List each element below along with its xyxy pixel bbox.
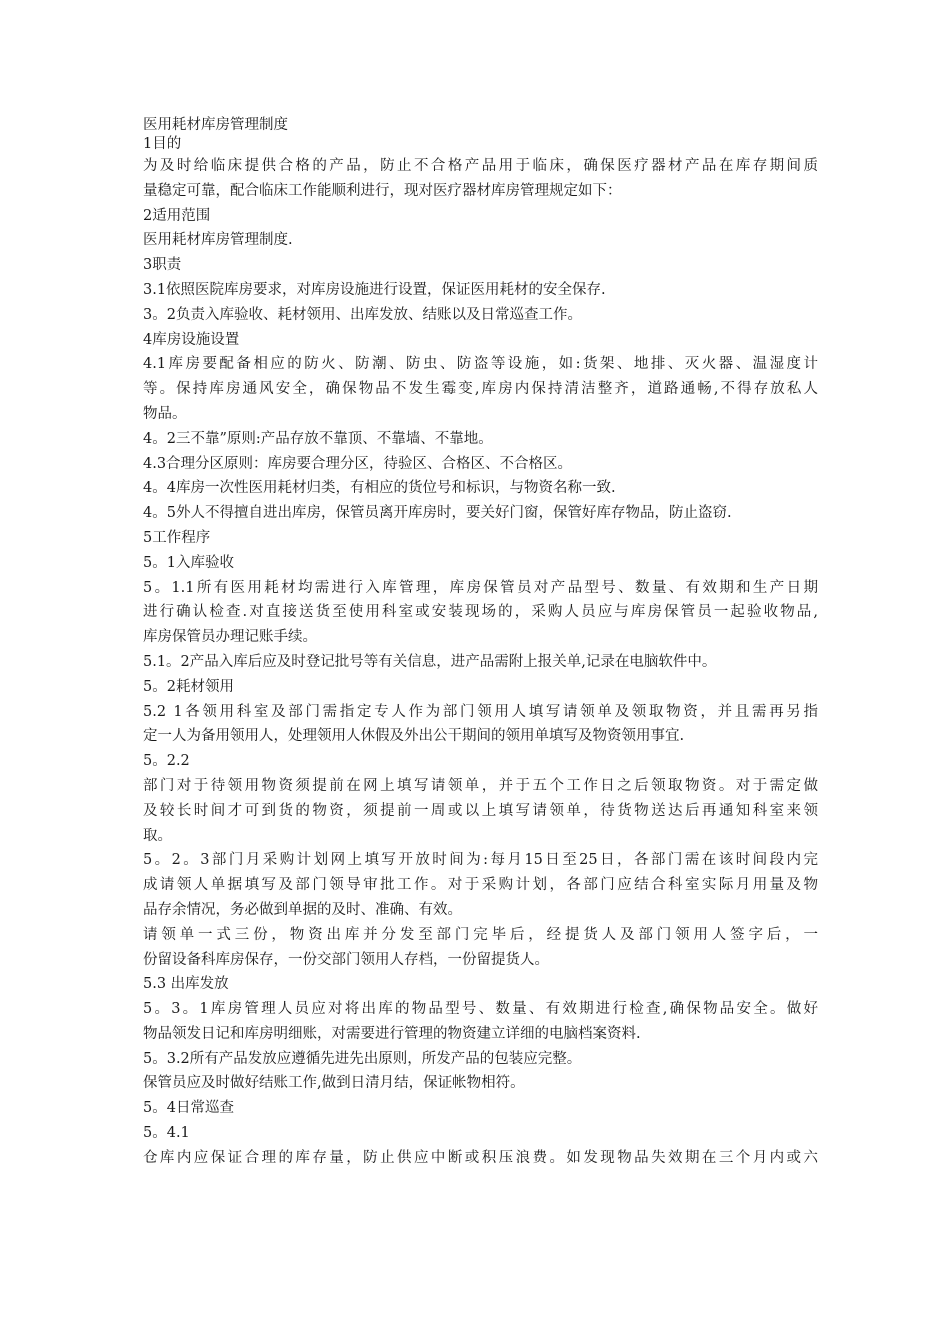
- paragraph-line: 份留设备科库房保存，一份交部门领用人存档，一份留提货人。: [143, 951, 549, 968]
- paragraph-line: 取。: [143, 827, 172, 844]
- section-heading: 3职责: [143, 257, 182, 274]
- paragraph-line: 保管员应及时做好结账工作,做到日清月结，保证帐物相符。: [143, 1075, 525, 1092]
- paragraph-line: 部门对于待领用物资须提前在网上填写请领单，并于五个工作日之后领取物资。对于需定做: [143, 777, 818, 794]
- paragraph-line: 为及时给临床提供合格的产品，防止不合格产品用于临床，确保医疗器材产品在库存期间质: [143, 158, 818, 174]
- paragraph-line: 库房保管员办理记账手续。: [143, 629, 317, 646]
- paragraph-line: 5.2 1各领用科室及部门需指定专人作为部门领用人填写请领单及领取物资，并且需再另指: [143, 703, 818, 720]
- section-heading: 1目的: [143, 136, 182, 152]
- paragraph-line: 5。3.2所有产品发放应遵循先进先出原则，所发产品的包装应完整。: [143, 1050, 582, 1067]
- paragraph-line: 及较长时间才可到货的物资，须提前一周或以上填写请领单，待货物送达后再通知科室来领: [143, 802, 818, 819]
- paragraph-line: 定一人为备用领用人，处理领用人休假及外出公干期间的领用单填写及物资领用事宜.: [143, 728, 685, 745]
- paragraph-line: 请领单一式三份，物资出库并分发至部门完毕后，经提货人及部门领用人签字后，一: [143, 926, 818, 943]
- paragraph-line: 成请领人单据填写及部门领导审批工作。对于采购计划，各部门应结合科室实际月用量及物: [143, 877, 818, 894]
- paragraph-line: 4。5外人不得擅自进出库房，保管员离开库房时，要关好门窗，保管好库存物品，防止盗窃.: [143, 505, 732, 522]
- document-page: [143, 116, 818, 1171]
- clause-number: 5。2.2: [143, 753, 190, 770]
- subsection-heading: 5.3 出库发放: [143, 976, 229, 993]
- section-heading: 5工作程序: [143, 529, 211, 546]
- paragraph-line: 品存余情况，务必做到单据的及时、准确、有效。: [143, 901, 462, 918]
- paragraph-line: 4.1库房要配备相应的防火、防潮、防虫、防盗等设施，如:货架、地排、灭火器、温湿度计: [143, 356, 818, 373]
- paragraph-line: 物品。: [143, 405, 187, 422]
- paragraph-line: 医用耗材库房管理制度.: [143, 232, 293, 249]
- paragraph-line: 5。3。1库房管理人员应对将出库的物品型号、数量、有效期进行检查,确保物品安全。做好: [143, 1001, 818, 1018]
- subsection-heading: 5。2耗材领用: [143, 678, 234, 695]
- paragraph-line: 4.3合理分区原则：库房要合理分区，待验区、合格区、不合格区。: [143, 455, 573, 472]
- subsection-heading: 5。4日常巡查: [143, 1100, 234, 1117]
- paragraph-line: 5.1。2产品入库后应及时登记批号等有关信息，进产品需附上报关单,记录在电脑软件中。: [143, 653, 717, 670]
- paragraph-line: 3。2负责入库验收、耗材领用、出库发放、结账以及日常巡查工作。: [143, 306, 582, 323]
- paragraph-line: 等。保持库房通风安全，确保物品不发生霉变,库房内保持清洁整齐，道路通畅,不得存放私人: [143, 381, 818, 398]
- clause-number: 5。4.1: [143, 1125, 190, 1142]
- paragraph-line: 仓库内应保证合理的库存量，防止供应中断或积压浪费。如发现物品失效期在三个月内或六: [143, 1149, 818, 1166]
- paragraph-line: 4。4库房一次性医用耗材归类，有相应的货位号和标识，与物资名称一致.: [143, 480, 616, 497]
- paragraph-line: 物品领发日记和库房明细账，对需要进行管理的物资建立详细的电脑档案资料.: [143, 1025, 641, 1042]
- document-title: 医用耗材库房管理制度: [143, 117, 288, 133]
- paragraph-line: 5。2。3部门月采购计划网上填写开放时间为:每月15日至25日，各部门需在该时间段内完: [143, 852, 818, 869]
- section-heading: 2适用范围: [143, 207, 211, 224]
- subsection-heading: 5。1入库验收: [143, 554, 234, 571]
- paragraph-line: 量稳定可靠，配合临床工作能顺利进行，现对医疗器材库房管理规定如下：: [143, 182, 622, 199]
- section-heading: 4库房设施设置: [143, 331, 240, 348]
- paragraph-line: 5。1.1所有医用耗材均需进行入库管理，库房保管员对产品型号、数量、有效期和生产日期: [143, 579, 818, 596]
- paragraph-line: 进行确认检查.对直接送货至使用科室或安装现场的，采购人员应与库房保管员一起验收物品,: [143, 604, 818, 621]
- paragraph-line: 4。2三不靠”原则:产品存放不靠顶、不靠墙、不靠地。: [143, 430, 493, 447]
- paragraph-line: 3.1依照医院库房要求，对库房设施进行设置，保证医用耗材的安全保存.: [143, 281, 606, 298]
